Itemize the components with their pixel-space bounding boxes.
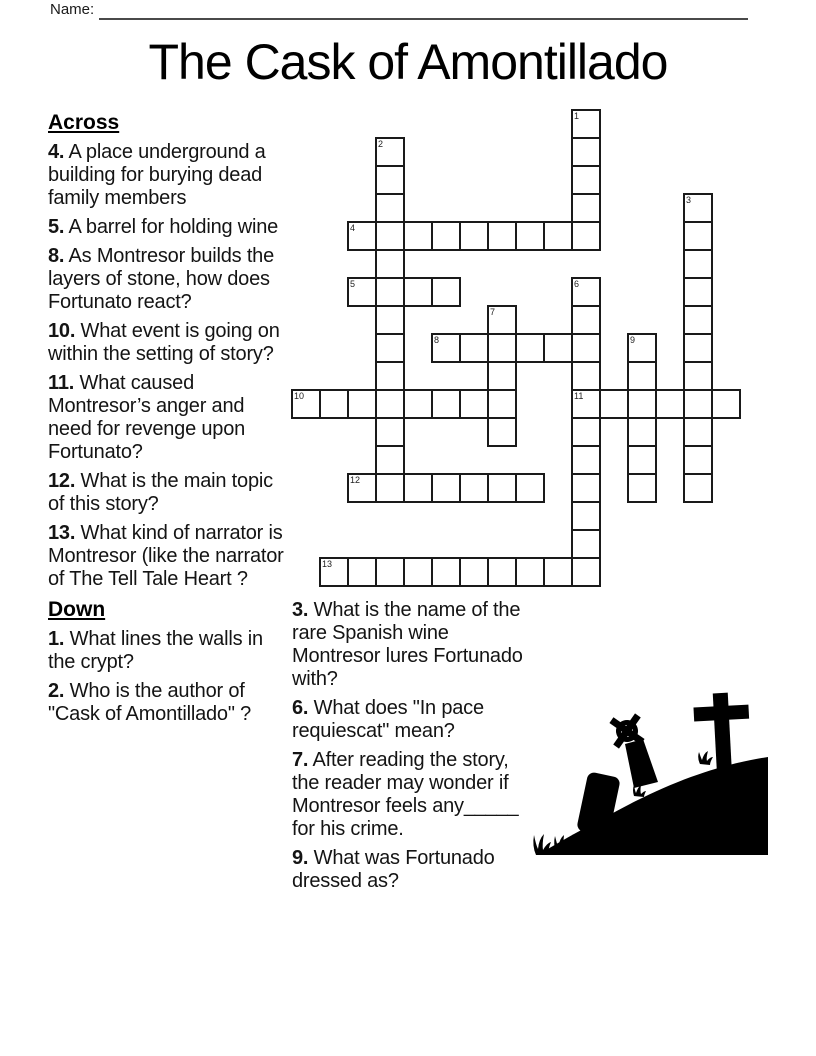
clue-number: 1. (48, 628, 65, 650)
grid-cell[interactable] (460, 474, 488, 502)
grid-cell[interactable] (376, 250, 404, 278)
grid-cell[interactable] (684, 474, 712, 502)
grid-cell[interactable] (572, 110, 600, 138)
grid-cell[interactable] (376, 166, 404, 194)
grid-cell[interactable] (488, 474, 516, 502)
clue-5 (48, 216, 286, 239)
clue-number: 4. (48, 141, 65, 163)
clue-text: Who is the author of "Cask of Amontillado" ? (48, 680, 252, 725)
grid-cell[interactable] (404, 278, 432, 306)
grid-cell[interactable] (488, 558, 516, 586)
clue-2 (48, 680, 286, 726)
grid-cell[interactable] (460, 222, 488, 250)
grid-cell[interactable] (628, 362, 656, 390)
grid-cell[interactable] (684, 390, 712, 418)
clue-number: 13. (48, 522, 76, 544)
cell-number: 13 (322, 559, 333, 569)
cell-number: 5 (350, 279, 356, 289)
clue-10 (48, 320, 286, 366)
grid-cell[interactable] (460, 390, 488, 418)
grid-cell[interactable] (572, 530, 600, 558)
across-header: Across (48, 111, 120, 134)
grid-cell[interactable] (600, 390, 628, 418)
clue-11 (48, 372, 286, 464)
grid-cell[interactable] (376, 278, 404, 306)
down-header: Down (48, 598, 106, 621)
clue-number: 12. (48, 470, 76, 492)
grid-cell[interactable] (656, 390, 684, 418)
clue-text: What lines the walls in the crypt? (48, 628, 263, 673)
celtic-cross-icon (601, 705, 658, 788)
page-title: The Cask of Amontillado (148, 34, 668, 90)
clue-text: What does "In pace requiescat" mean? (292, 697, 484, 742)
clue-text: A barrel for holding wine (64, 216, 279, 238)
grid-cell[interactable] (376, 306, 404, 334)
grid-cell[interactable] (376, 446, 404, 474)
grid-cell[interactable] (628, 418, 656, 446)
grid-cell[interactable] (348, 222, 376, 250)
grid-cell[interactable] (684, 306, 712, 334)
clue-text: What event is going on within the setting of story? (48, 320, 280, 365)
clue-column-middle (292, 599, 528, 899)
clue-number: 8. (48, 245, 65, 267)
grid-cell[interactable] (572, 446, 600, 474)
clue-number: 5. (48, 216, 65, 238)
grid-cell[interactable] (684, 222, 712, 250)
clue-8 (48, 245, 286, 314)
grid-cell[interactable] (376, 418, 404, 446)
grid-cell[interactable] (628, 446, 656, 474)
grid-cell[interactable] (572, 362, 600, 390)
clue-1 (48, 628, 286, 674)
grid-cell[interactable] (628, 474, 656, 502)
grid-cell[interactable] (544, 558, 572, 586)
grid-cell[interactable] (572, 166, 600, 194)
name-label: Name: (50, 1, 95, 18)
cell-number: 1 (574, 111, 580, 121)
clue-12 (48, 470, 286, 516)
grid-cell[interactable] (684, 278, 712, 306)
grid-cell[interactable] (572, 278, 600, 306)
grid-cell[interactable] (348, 558, 376, 586)
grid-cell[interactable] (292, 390, 320, 418)
clue-3 (292, 599, 528, 691)
grid-cell[interactable] (516, 222, 544, 250)
grid-cell[interactable] (572, 194, 600, 222)
graveyard-illustration (530, 670, 770, 856)
grid-cell[interactable] (432, 278, 460, 306)
grid-cell[interactable] (516, 474, 544, 502)
grid-cell[interactable] (572, 334, 600, 362)
down-clue-list-middle (292, 599, 528, 893)
grid-cell[interactable] (572, 222, 600, 250)
cell-number: 9 (630, 335, 636, 345)
grid-cell[interactable] (488, 222, 516, 250)
grid-cell[interactable] (488, 362, 516, 390)
cell-number: 4 (350, 223, 356, 233)
grid-cell[interactable] (376, 474, 404, 502)
grid-cell[interactable] (376, 194, 404, 222)
cell-number: 2 (378, 139, 384, 149)
grid-cell[interactable] (432, 474, 460, 502)
grid-cell[interactable] (488, 306, 516, 334)
grid-cell[interactable] (712, 390, 740, 418)
clue-number: 9. (292, 847, 309, 869)
grid-cell[interactable] (432, 222, 460, 250)
clue-6 (292, 697, 528, 743)
grid-cell[interactable] (684, 418, 712, 446)
grid-cell[interactable] (460, 558, 488, 586)
grid-cell[interactable] (488, 390, 516, 418)
grid-cell[interactable] (460, 334, 488, 362)
grid-cell[interactable] (404, 390, 432, 418)
clue-number: 3. (292, 599, 309, 621)
celtic-stone (625, 739, 658, 788)
clue-number: 2. (48, 680, 65, 702)
grid-cell[interactable] (516, 558, 544, 586)
clue-text: What was Fortunado dressed as? (292, 847, 495, 892)
down-clue-list-left (48, 628, 286, 726)
grid-cell[interactable] (320, 390, 348, 418)
clue-text: What is the main topic of this story? (48, 470, 273, 515)
grid-cell[interactable] (684, 194, 712, 222)
grid-cell[interactable] (572, 418, 600, 446)
cell-number: 12 (350, 475, 361, 485)
grid-cell[interactable] (320, 558, 348, 586)
grid-cell[interactable] (572, 390, 600, 418)
grid-cell[interactable] (376, 558, 404, 586)
clue-9 (292, 847, 528, 893)
grid-cell[interactable] (572, 558, 600, 586)
clue-13 (48, 522, 286, 591)
grid-cell[interactable] (404, 222, 432, 250)
clue-number: 10. (48, 320, 76, 342)
grid-cell[interactable] (628, 334, 656, 362)
cell-number: 10 (294, 391, 305, 401)
grid-cell[interactable] (348, 474, 376, 502)
grid-cell[interactable] (544, 222, 572, 250)
clue-text: A place underground a building for burying dead family members (48, 141, 266, 209)
cell-number: 7 (490, 307, 496, 317)
grid-cell[interactable] (488, 418, 516, 446)
cell-number: 6 (574, 279, 580, 289)
cell-number: 3 (686, 195, 692, 205)
clue-text: As Montresor builds the layers of stone, how does Fortunato react? (48, 245, 275, 313)
grid-cell[interactable] (488, 334, 516, 362)
grid-cell[interactable] (376, 222, 404, 250)
grid-cell[interactable] (404, 558, 432, 586)
grid-cell[interactable] (376, 334, 404, 362)
grid-cell[interactable] (432, 558, 460, 586)
clue-number: 6. (292, 697, 309, 719)
grid-cell[interactable] (572, 502, 600, 530)
grid-cell[interactable] (376, 138, 404, 166)
grid-cell[interactable] (348, 278, 376, 306)
clue-number: 7. (292, 749, 309, 771)
clue-text: What is the name of the rare Spanish wine Montresor lures Fortunado with? (292, 599, 523, 690)
clue-7 (292, 749, 528, 841)
grid-cell[interactable] (684, 250, 712, 278)
grid-cell[interactable] (432, 390, 460, 418)
clue-text: What caused Montresor’s anger and need for revenge upon Fortunato? (48, 372, 246, 463)
name-input-line[interactable] (99, 0, 748, 20)
grid-cell[interactable] (376, 390, 404, 418)
clue-text: What kind of narrator is Montresor (like the narrator of The Tell Tale Heart ? (48, 522, 284, 590)
clue-text: After reading the story, the reader may wonder if Montresor feels any_____ for his crime. (292, 749, 519, 840)
clue-number: 11. (48, 372, 75, 394)
clue-4 (48, 141, 286, 210)
grid-cell[interactable] (684, 362, 712, 390)
cell-number: 11 (574, 391, 584, 401)
grid-cell[interactable] (432, 334, 460, 362)
clue-column-left (48, 110, 286, 732)
cell-number: 8 (434, 335, 440, 345)
grid-cell[interactable] (572, 474, 600, 502)
grid-cell[interactable] (572, 306, 600, 334)
name-row (50, 0, 748, 20)
grid-cell[interactable] (684, 334, 712, 362)
grid-cell[interactable] (404, 474, 432, 502)
grid-cell[interactable] (348, 390, 376, 418)
grid-cell[interactable] (628, 390, 656, 418)
grid-cell[interactable] (572, 138, 600, 166)
grid-cell[interactable] (516, 334, 544, 362)
grid-cell[interactable] (376, 362, 404, 390)
crossword-grid (292, 110, 740, 586)
grid-cell[interactable] (684, 446, 712, 474)
graveyard-group (533, 692, 768, 855)
across-clue-list (48, 141, 286, 591)
grid-cell[interactable] (544, 334, 572, 362)
